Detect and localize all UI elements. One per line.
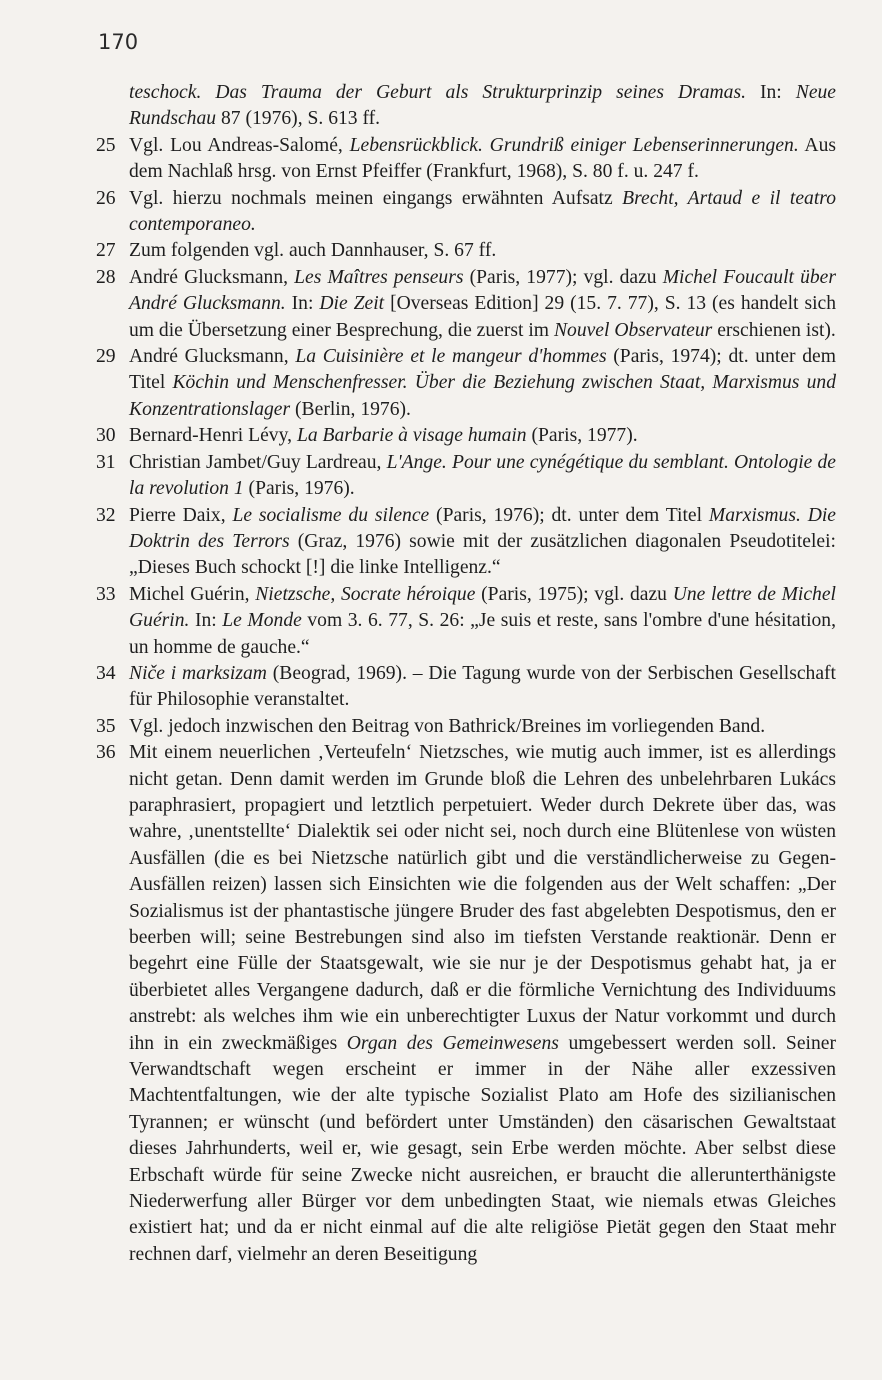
endnote-number: 33 (96, 583, 116, 605)
endnote-segment: André Glucksmann, (129, 266, 295, 288)
endnote-text (129, 582, 836, 661)
endnote-italic-segment: L'Ange. Pour une cynégétique du semblant. Ontologie de la revolution 1 (129, 451, 836, 500)
endnote-number: 32 (96, 504, 116, 526)
page-number: 170 (98, 30, 139, 54)
endnote-segment: In: (285, 293, 320, 315)
endnote-text (129, 740, 836, 1268)
endnote-text (129, 133, 836, 186)
endnote-segment: (Paris, 1975); vgl. dazu (475, 583, 673, 605)
endnote-number: 25 (96, 134, 116, 156)
endnote-text (129, 503, 836, 582)
endnote-number: 31 (96, 451, 116, 473)
endnote-segment: Vgl. jedoch inzwischen den Beitrag von Bathrick/Breines im vorliegenden Band. (129, 715, 766, 737)
endnote-italic-segment: Neue Rundschau (129, 82, 837, 130)
endnote-text (129, 714, 836, 740)
endnote (96, 503, 836, 582)
endnote (96, 265, 836, 344)
endnote-segment: (Paris, 1974); dt. unter dem Titel (129, 346, 836, 394)
endnote-number (96, 80, 129, 133)
endnote-text (129, 265, 836, 344)
endnote-italic-segment: Marxismus. Die Doktrin des Terrors (129, 504, 836, 552)
endnote-italic-segment: Brecht, Artaud e il teatro contemporaneo. (129, 187, 836, 236)
endnote-italic-segment: Lebensrückblick. Grundriß einiger Lebenserinnerungen. (349, 134, 799, 156)
endnote-segment: (Graz, 1976) sowie mit der zusätzlichen diagonalen Pseudotitelei: „Dieses Buch schockt [!] die linke Intelligenz.“ (129, 530, 837, 579)
endnote-italic-segment: Michel Foucault über André Glucksmann. (129, 266, 836, 315)
endnote-segment: André Glucksmann, (129, 346, 296, 368)
endnote-italic-segment: Organ des Gemeinwesens (346, 1032, 559, 1054)
endnote (96, 423, 836, 449)
endnote-segment: (Paris, 1976); dt. unter dem Titel (429, 504, 709, 526)
endnote-segment: (Paris, 1976). (243, 478, 355, 500)
endnote-segment: Mit einem neuerlichen ‚Verteufeln‘ Nietzsches, wie mutig auch immer, ist es allerdings nicht getan. Denn damit werden im Grunde bloß die Lehren des unbelehrbaren Lukács paraphrasiert, propagiert und letztlich perpetuiert. Weder durch Dekrete über das, was wahre, ‚unentstellte‘ Dialektik sei oder nicht sei, noch durch eine Blütenlese von wüsten Ausfällen (die es bei Nietzsche natürlich gibt und die verständlicherweise zu Gegen-Ausfällen reizen) lassen sich Einsichten wie die folgenden aus der Welt schaffen: „Der Sozialismus ist der phantastische jüngere Bruder des fast abgelebten Despotismus, den er beerben will; seine Bestrebungen sind also im tiefsten Verstande reaktionär. Denn er begehrt eine Fülle der Staatsgewalt, wie sie nur je der Despotismus gehabt hat, ja er überbietet alles Vergangene dadurch, daß er die förmliche Vernichtung des Individuums anstrebt: als welches ihm wie ein unberechtigter Luxus der Natur vorkommt und durch ihn in ein zweckmäßiges (129, 742, 836, 1054)
endnote (96, 133, 836, 186)
endnote-italic-segment: Niče i marksizam (129, 662, 267, 684)
endnote-segment: (Berlin, 1976). (290, 398, 411, 420)
endnote-text (129, 238, 836, 264)
endnote-number: 30 (96, 425, 116, 447)
endnote-text (129, 450, 836, 503)
endnote-text (129, 423, 836, 449)
endnote-segment: Michel Guérin, (129, 583, 256, 605)
endnote-number: 34 (96, 662, 116, 684)
endnote-segment: Vgl. Lou Andreas-Salomé, (129, 134, 350, 156)
endnote-segment: Bernard-Henri Lévy, (129, 425, 297, 447)
endnote-italic-segment: Une lettre de Michel Guérin. (129, 583, 836, 632)
endnote-segment: In: (746, 82, 796, 103)
endnote (96, 582, 836, 661)
endnote-number: 28 (96, 266, 116, 288)
endnote-italic-segment: Nietzsche, Socrate héroique (255, 583, 476, 605)
endnote-italic-segment: Le socialisme du silence (232, 504, 430, 526)
endnote (96, 450, 836, 503)
endnote (96, 80, 836, 133)
endnotes-list (96, 80, 836, 1268)
endnote-italic-segment: La Cuisinière et le mangeur d'hommes (295, 346, 607, 368)
endnote-segment: In: (189, 610, 223, 632)
endnote-italic-segment: Les Maîtres penseurs (294, 266, 464, 288)
endnote-number: 29 (96, 346, 116, 368)
endnote-italic-segment: Die Zeit (319, 293, 385, 315)
endnote-segment: (Paris, 1977). (526, 425, 638, 447)
endnote-segment: [Overseas Edition] 29 (15. 7. 77), S. 13 (es handelt sich um die Übersetzung einer Besprechung, die zuerst im (129, 293, 837, 341)
endnote-text (129, 661, 836, 714)
endnote-segment: Vgl. hierzu nochmals meinen eingangs erwähnten Aufsatz (129, 187, 623, 209)
endnote-text (129, 186, 836, 239)
endnote-italic-segment: Nouvel Observateur (553, 319, 713, 341)
endnote-segment: (Beograd, 1969). – Die Tagung wurde von der Serbischen Gesellschaft für Philosophie veranstaltet. (129, 662, 836, 711)
endnote-segment: Pierre Daix, (129, 504, 233, 526)
endnote-segment: 87 (1976), S. 613 ff. (216, 108, 381, 130)
endnote (96, 238, 836, 264)
endnote-segment: Zum folgenden vgl. auch Dannhauser, S. 67 ff. (129, 240, 497, 262)
endnote (96, 714, 836, 740)
endnote (96, 740, 836, 1268)
endnote-number: 36 (96, 742, 116, 764)
endnote-segment: vom 3. 6. 77, S. 26: „Je suis et reste, sans l'ombre d'une hésitation, un homme de gauche.“ (129, 610, 836, 658)
endnote-number: 26 (96, 187, 116, 209)
endnote (96, 344, 836, 423)
endnote-number: 27 (96, 240, 116, 262)
endnote-segment: Christian Jambet/Guy Lardreau, (129, 451, 387, 473)
endnote-segment: Aus dem Nachlaß hrsg. von Ernst Pfeiffer (Frankfurt, 1968), S. 80 f. u. 247 f. (129, 134, 837, 183)
endnote (96, 661, 836, 714)
endnote-number: 35 (96, 715, 116, 737)
endnote-segment: umgebessert werden soll. Seiner Verwandtschaft wegen erscheint er immer in der Nähe aller exzessiven Machtentfaltungen, wie der alte typische Sozialist Plato am Hofe des sizilianischen Tyrannen; er wünscht (und befördert unter Umständen) den cäsarischen Gewaltstaat dieses Jahrhunderts, weil er, wie gesagt, sein Erbe werden möchte. Aber selbst diese Erbschaft würde für seine Zwecke nicht ausreichen, er braucht die allerunterthänigste Niederwerfung aller Bürger vor dem unbedingten Staat, wie niemals etwas Gleiches existiert hat; und da er nicht einmal auf die alte religiöse Pietät gegen den Staat mehr rechnen darf, vielmehr an deren Beseitigung (129, 1032, 836, 1265)
endnote-italic-segment: Le Monde (222, 610, 302, 632)
endnote-italic-segment: Köchin und Menschenfresser. Über die Beziehung zwischen Staat, Marxismus und Konzentrationslager (129, 372, 836, 420)
endnote-text (129, 344, 836, 423)
endnote-italic-segment: La Barbarie à visage humain (296, 425, 527, 447)
endnote-italic-segment: teschock. Das Trauma der Geburt als Strukturprinzip seines Dramas. (129, 82, 746, 103)
endnote-text (129, 80, 836, 133)
endnote-segment: (Paris, 1977); vgl. dazu (463, 266, 663, 288)
endnote-segment: erschienen ist). (712, 319, 836, 341)
endnote (96, 186, 836, 239)
